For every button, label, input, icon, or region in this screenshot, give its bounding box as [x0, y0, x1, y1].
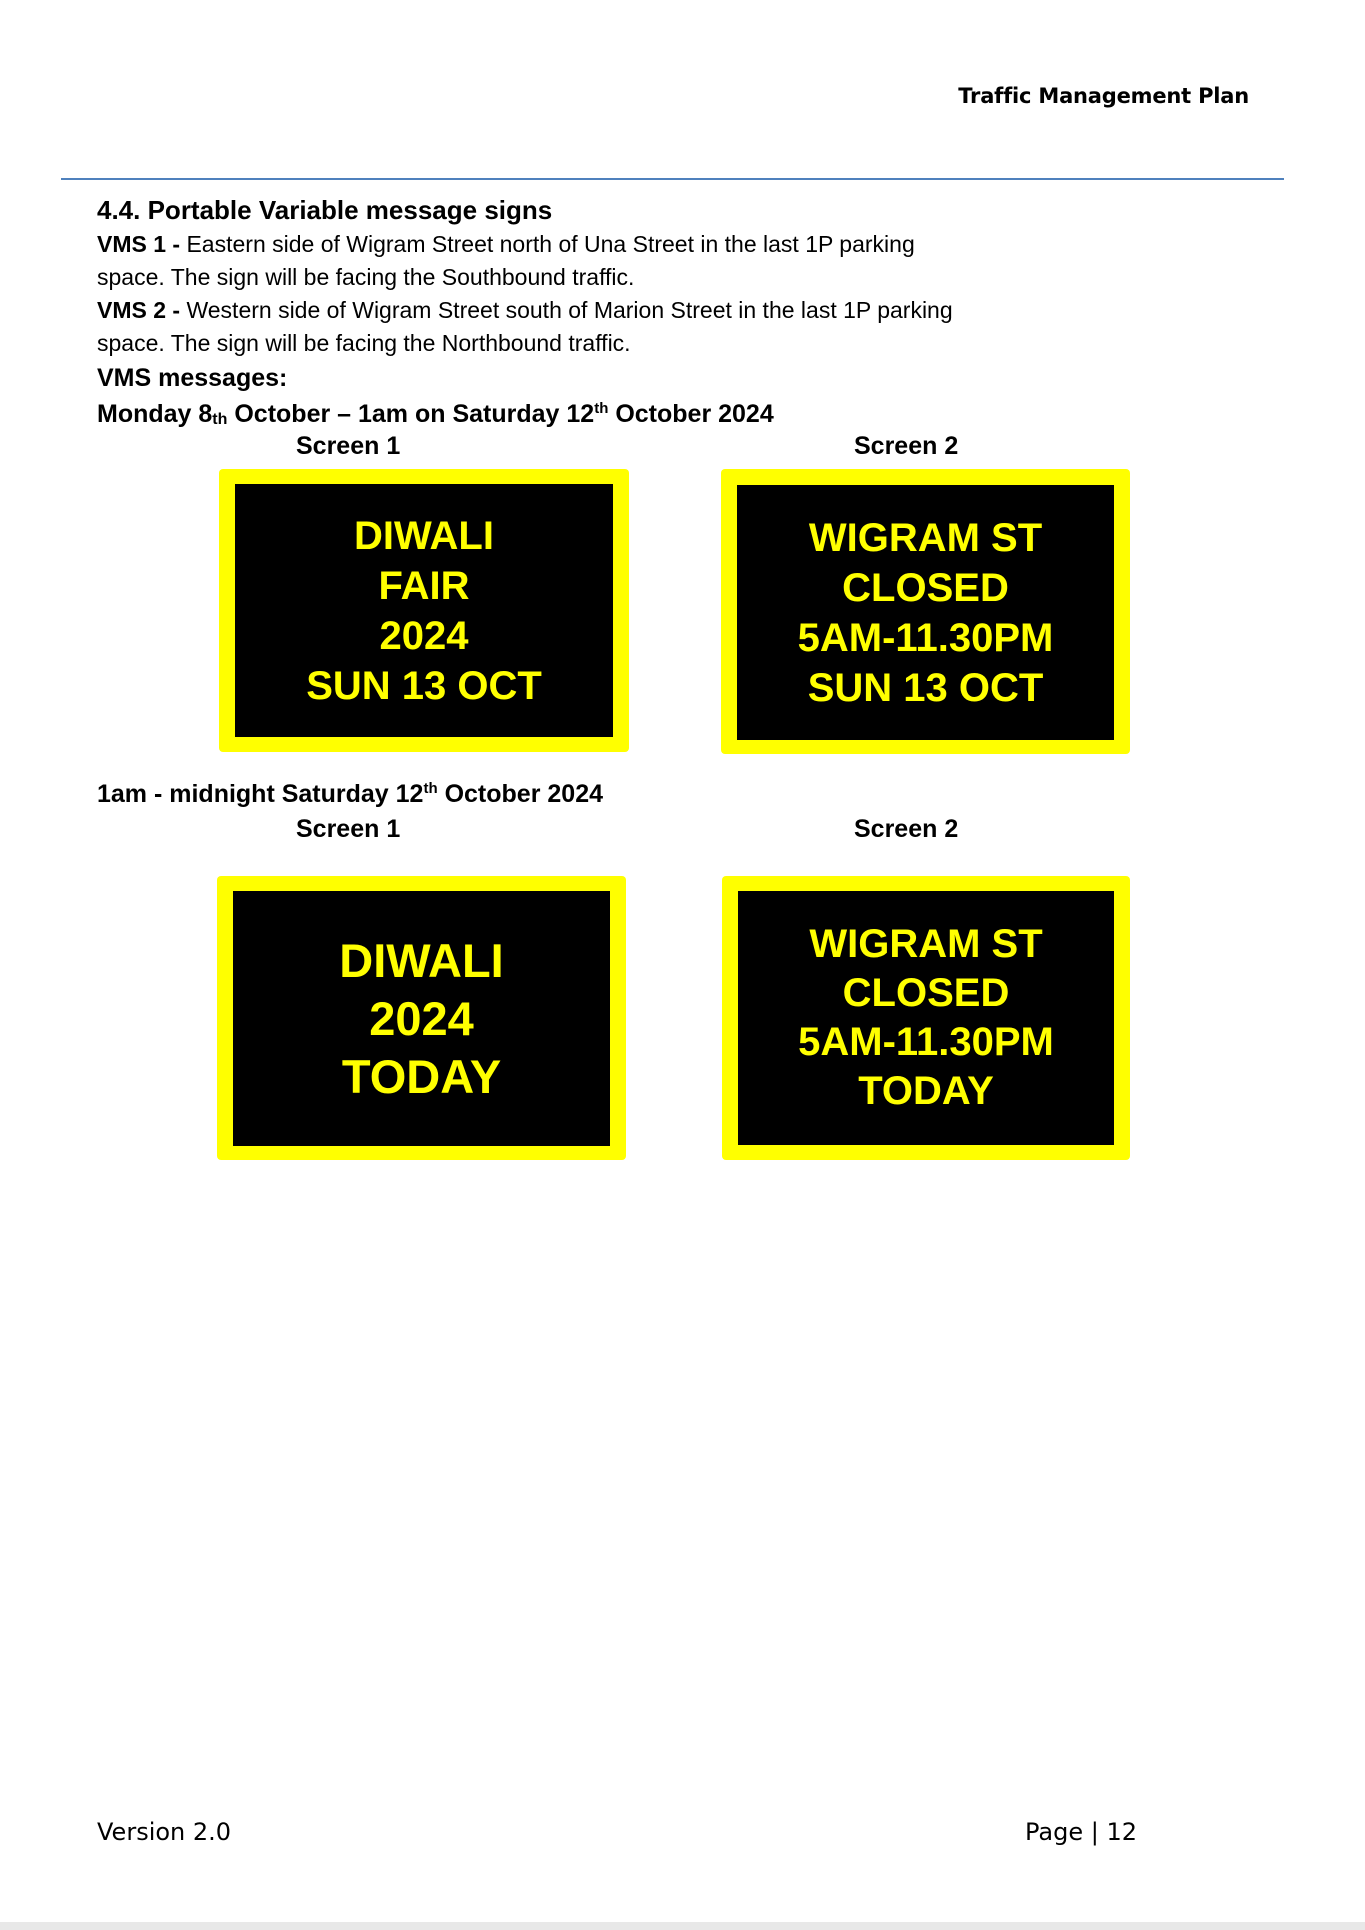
sign-line: 5AM-11.30PM [797, 615, 1054, 660]
period1-heading [97, 396, 1197, 438]
page-bottom-edge [0, 1922, 1365, 1930]
period1-screen1-sign [219, 469, 629, 752]
sign-line: WIGRAM ST [809, 922, 1043, 966]
period2-screen2-display [738, 891, 1114, 1145]
vms1-label: VMS 1 - [97, 231, 181, 257]
sign-line: TODAY [341, 1049, 502, 1103]
period1-screen2-label: Screen 2 [854, 432, 959, 460]
sign-line: TODAY [858, 1069, 994, 1113]
sign-line: SUN 13 OCT [306, 663, 542, 708]
sign-line: 2024 [379, 613, 469, 658]
header-rule [61, 178, 1284, 180]
section-heading: 4.4. Portable Variable message signs [97, 195, 553, 225]
period2-screen1-label: Screen 1 [296, 815, 401, 843]
page-content [97, 192, 1197, 438]
vms1-description [97, 228, 1197, 294]
sign-line: DIWALI [354, 513, 494, 558]
vms1-text-a: Eastern side of Wigram Street north of Una Street in the last 1P parking [180, 231, 915, 257]
header-title: Traffic Management Plan [958, 84, 1249, 108]
period1-screen2-sign [721, 469, 1130, 754]
period2-screen2-label: Screen 2 [854, 815, 959, 843]
period1-sup1: th [212, 411, 228, 428]
period1-part2: October – 1am on Saturday 12 [227, 400, 595, 428]
sign-line: 2024 [369, 991, 474, 1045]
period2-screen2-sign [722, 876, 1130, 1160]
vms-messages-heading: VMS messages: [97, 364, 288, 392]
period1-sup2: th [594, 400, 609, 417]
sign-line: WIGRAM ST [808, 515, 1043, 560]
period2-sup1: th [423, 780, 438, 797]
period2-screen1-sign [217, 876, 626, 1160]
period2-screen1-display [233, 891, 610, 1146]
period2-part1: 1am - midnight Saturday 12 [97, 780, 424, 808]
footer-version: Version 2.0 [97, 1818, 232, 1846]
period1-screen1-label: Screen 1 [296, 432, 401, 460]
vms2-text-a: Western side of Wigram Street south of Marion Street in the last 1P parking [180, 297, 953, 323]
vms1-text-b: space. The sign will be facing the Southbound traffic. [97, 264, 635, 290]
period2-heading [97, 776, 603, 812]
vms2-label: VMS 2 - [97, 297, 181, 323]
sign-line: CLOSED [842, 971, 1010, 1015]
sign-line: FAIR [378, 563, 470, 608]
sign-line: DIWALI [339, 933, 504, 987]
footer-page-number: Page | 12 [1025, 1818, 1137, 1846]
vms2-description [97, 294, 1197, 360]
vms2-text-b: space. The sign will be facing the Northbound traffic. [97, 330, 631, 356]
sign-line: SUN 13 OCT [807, 665, 1044, 710]
sign-line: 5AM-11.30PM [798, 1020, 1054, 1064]
period1-screen1-display [235, 484, 613, 737]
sign-line: CLOSED [842, 565, 1009, 610]
period2-part2: October 2024 [437, 780, 603, 808]
period1-part3: October 2024 [608, 400, 774, 428]
period1-part1: Monday 8 [97, 400, 213, 428]
period1-screen2-display [737, 485, 1114, 740]
